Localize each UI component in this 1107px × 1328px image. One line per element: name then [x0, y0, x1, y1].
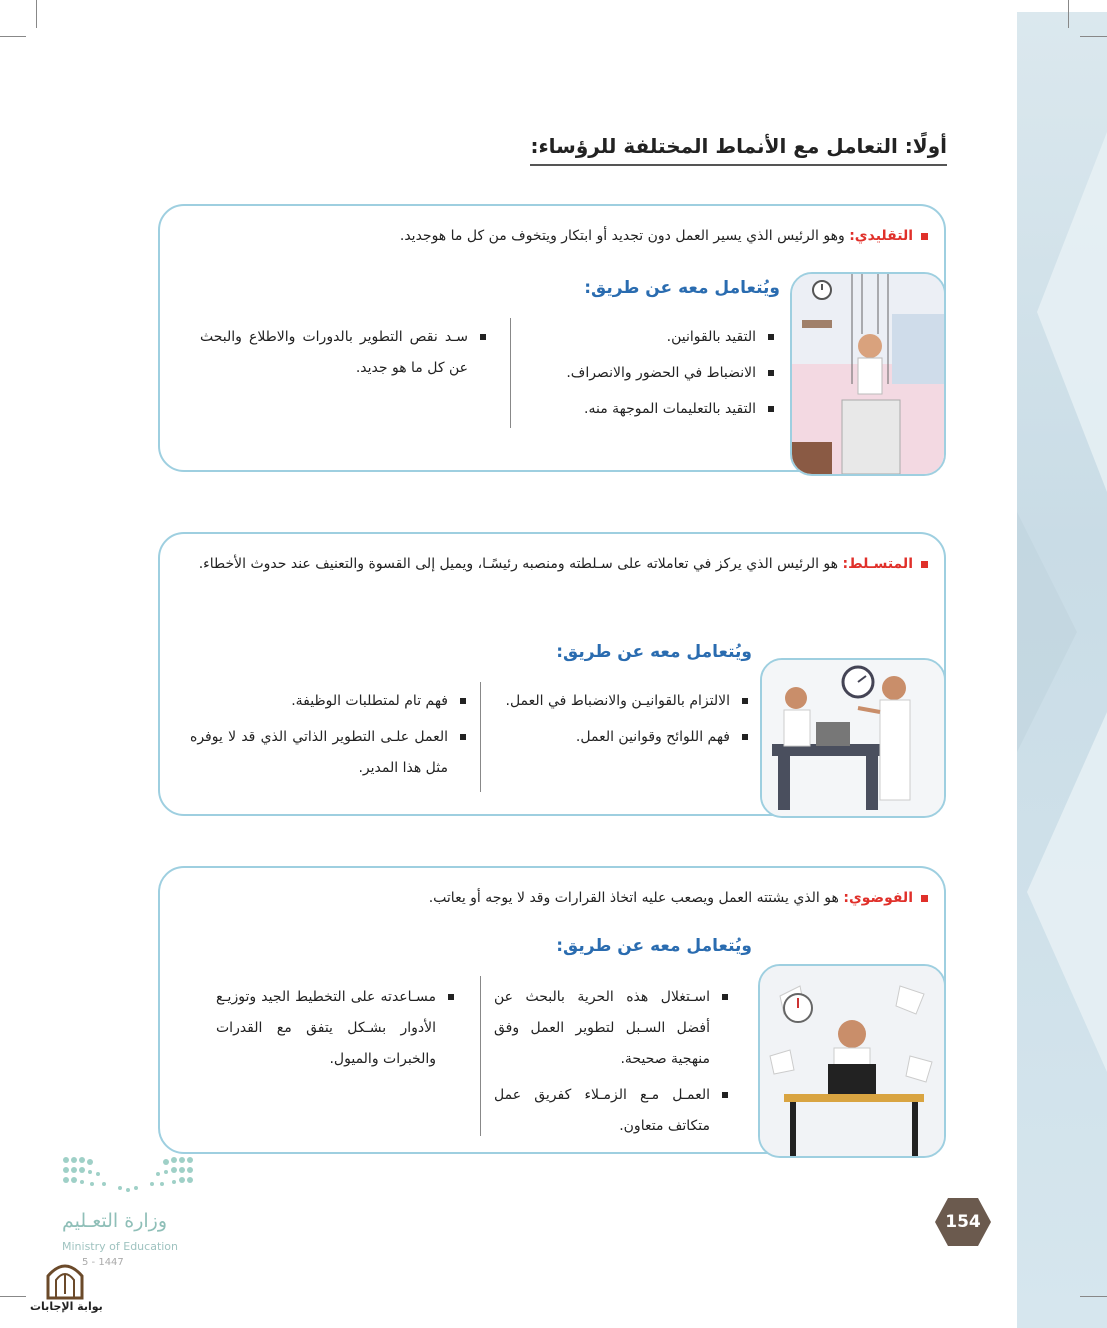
ministry-name-english: Ministry of Education — [62, 1240, 179, 1253]
list-item: الالتزام بالقوانيـن والانضباط في العمل. — [494, 686, 752, 717]
term-label: المتسـلط: — [842, 556, 913, 572]
chevron-pattern — [1017, 12, 1107, 1328]
boss-type-card-chaotic — [158, 866, 946, 1154]
bullet-square-icon — [921, 233, 928, 240]
bullet-square-icon — [921, 895, 928, 902]
ministry-name-arabic: وزارة التعـليم — [62, 1210, 168, 1232]
illustration-puppet-boss — [790, 272, 946, 476]
definition — [168, 218, 928, 254]
portal-logo-icon — [44, 1256, 86, 1300]
definition-text: هو الرئيس الذي يركز في تعاملاته على سـلطته ومنصبه رئيسًـا، ويميل إلى القسوة والتعنيف عند حدوث الأخطاء. — [198, 556, 843, 572]
definition-text: وهو الرئيس الذي يسير العمل دون تجديد أو ابتكار ويتخوف من كل ما هوجديد. — [399, 228, 850, 244]
boss-type-card-traditional — [158, 204, 946, 472]
definition — [168, 546, 928, 582]
crop-mark — [36, 0, 37, 28]
handling-subheading: ويُتعامل معه عن طريق: — [584, 278, 780, 298]
page-number: 154 — [945, 1212, 981, 1232]
boss-type-card-authoritarian — [158, 532, 946, 816]
ministry-logo-dots-icon — [62, 1154, 198, 1198]
list-item: اسـتغلال هذه الحرية بالبحث عن أفضل السـبل لتطوير العمل وفق منهجية صحيحة. — [494, 982, 732, 1075]
crop-mark — [1068, 0, 1069, 28]
list-item: الانضباط في الحضور والانصراف. — [538, 358, 778, 389]
column-divider — [480, 976, 481, 1136]
illustration-chaotic-boss — [758, 964, 946, 1158]
illustration-authoritarian-boss — [760, 658, 946, 818]
term-label: الفوضوي: — [843, 890, 913, 906]
crop-mark — [0, 1296, 26, 1297]
list-item: فهم تام لمتطلبات الوظيفة. — [190, 686, 470, 717]
handling-list-right — [494, 686, 752, 758]
section-heading: أولًا: التعامل مع الأنماط المختلفة للرؤساء: — [530, 134, 947, 166]
list-item: العمل علـى التطوير الذاتي الذي قد لا يوفره مثل هذا المدير. — [190, 722, 470, 784]
column-divider — [480, 682, 481, 792]
handling-subheading: ويُتعامل معه عن طريق: — [556, 936, 752, 956]
edition-year: 5 - 1447 — [82, 1257, 124, 1268]
handling-list-right — [494, 982, 732, 1147]
page-number-badge — [934, 1196, 992, 1248]
handling-list-left — [190, 686, 470, 789]
crop-mark — [0, 36, 26, 37]
handling-subheading: ويُتعامل معه عن طريق: — [556, 642, 752, 662]
portal-name: بوابة الإجابات — [30, 1300, 103, 1313]
definition — [168, 880, 928, 916]
list-item: فهم اللوائح وقوانين العمل. — [494, 722, 752, 753]
side-decorative-band — [1017, 12, 1107, 1328]
list-item: التقيد بالقوانين. — [538, 322, 778, 353]
list-item: التقيد بالتعليمات الموجهة منه. — [538, 394, 778, 425]
handling-list-left — [216, 982, 458, 1080]
column-divider — [510, 318, 511, 428]
definition-text: هو الذي يشتته العمل ويصعب عليه اتخاذ القرارات وقد لا يوجه أو يعاتب. — [428, 890, 844, 906]
crop-mark — [1080, 36, 1107, 37]
list-item: مسـاعدته على التخطيط الجيد وتوزيـع الأدوار بشـكل يتفق مع القدرات والخبرات والميول. — [216, 982, 458, 1075]
handling-list-right — [538, 322, 778, 430]
handling-list-left — [200, 322, 490, 389]
term-label: التقليدي: — [849, 228, 913, 244]
crop-mark — [1080, 1296, 1107, 1297]
list-item: العمـل مـع الزمـلاء كفريق عمل متكاتف متعاون. — [494, 1080, 732, 1142]
list-item: سـد نقص التطوير بالدورات والاطلاع والبحث عن كل ما هو جديد. — [200, 322, 490, 384]
bullet-square-icon — [921, 561, 928, 568]
